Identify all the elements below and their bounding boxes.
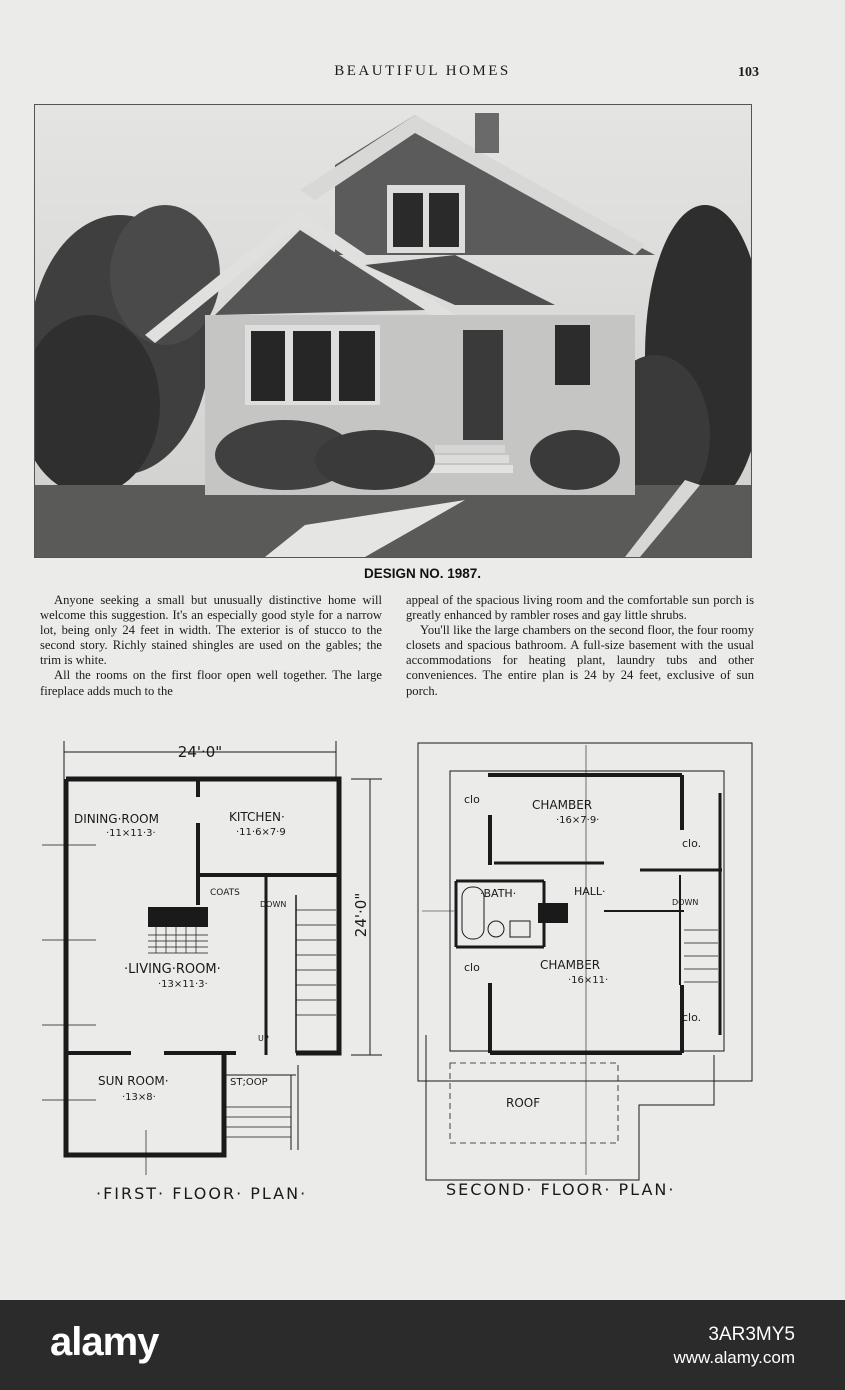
closet-label-right: clo. [682,837,702,850]
running-title: BEAUTIFUL HOMES [334,63,511,79]
paragraph: You'll like the large chambers on the second floor, the four roomy closets and spacious bathroom. A full-size basement with the usual accommodations for heating plant, laundry tubs and other conveniences. The entire plan is 24 by 24 feet, exclusive of sun porch. [406,623,754,698]
label-down: DOWN [672,898,699,907]
room-label-sun: SUN ROOM· [98,1074,169,1088]
room-label-dining: DINING·ROOM [74,812,159,826]
paragraph: appeal of the spacious living room and the comfortable sun porch is greatly enhanced by rambler roses and gay little shrubs. [406,593,754,623]
first-floor-plan [36,735,386,1210]
width-dimension: 24'·0" [177,743,223,761]
house-photo-illustration [35,105,751,557]
first-floor-drawing [36,735,386,1210]
closet-label-mid-left: clo [464,961,480,974]
stock-image-id: 3AR3MY5 [708,1324,795,1345]
label-up: UP [258,1034,269,1043]
text-column-right [406,593,754,699]
room-size-living: ·13×11·3· [158,979,208,990]
stock-brand-logo: alamy [50,1320,159,1364]
label-coats: COATS [210,888,240,898]
design-caption: DESIGN NO. 1987. [363,566,482,581]
stock-url: www.alamy.com [673,1348,795,1367]
room-label-bath: ·BATH· [480,887,517,900]
label-stoop: ST;OOP [230,1077,268,1088]
house-photo [34,104,752,558]
room-size-chamber-2: ·16×11· [568,975,609,986]
room-label-chamber-2: CHAMBER [540,958,601,972]
depth-dimension: 24'·0" [352,892,370,938]
room-size-kitchen: ·11·6×7·9 [236,827,286,838]
room-size-sun: ·13×8· [122,1092,156,1103]
label-roof: ROOF [506,1096,541,1110]
room-label-kitchen: KITCHEN· [229,810,285,824]
first-floor-title: ·FIRST· FLOOR· PLAN· [96,1184,308,1203]
paragraph: All the rooms on the first floor open well together. The large fireplace adds much to the [40,668,382,698]
page-number: 103 [738,65,759,80]
room-size-dining: ·11×11·3· [106,828,156,839]
closet-label-top-left: clo [464,793,480,806]
label-hall: HALL· [574,885,606,898]
text-column-left [40,593,382,699]
second-floor-plan [414,735,760,1210]
room-size-chamber-1: ·16×7·9· [556,815,600,826]
room-label-living: ·LIVING·ROOM· [124,962,221,977]
closet-label-bottom-right: clo. [682,1011,702,1024]
room-label-chamber-1: CHAMBER [532,798,593,812]
paragraph: Anyone seeking a small but unusually distinctive home will welcome this suggestion. It's an especially good style for a narrow lot, being only 24 feet in width. The exterior is of stucco to the second story. Richly stained shingles are used on the gables; the trim is white. [40,593,382,668]
second-floor-title: SECOND· FLOOR· PLAN· [446,1180,676,1199]
second-floor-drawing [414,735,760,1210]
label-down: DOWN [260,900,287,909]
